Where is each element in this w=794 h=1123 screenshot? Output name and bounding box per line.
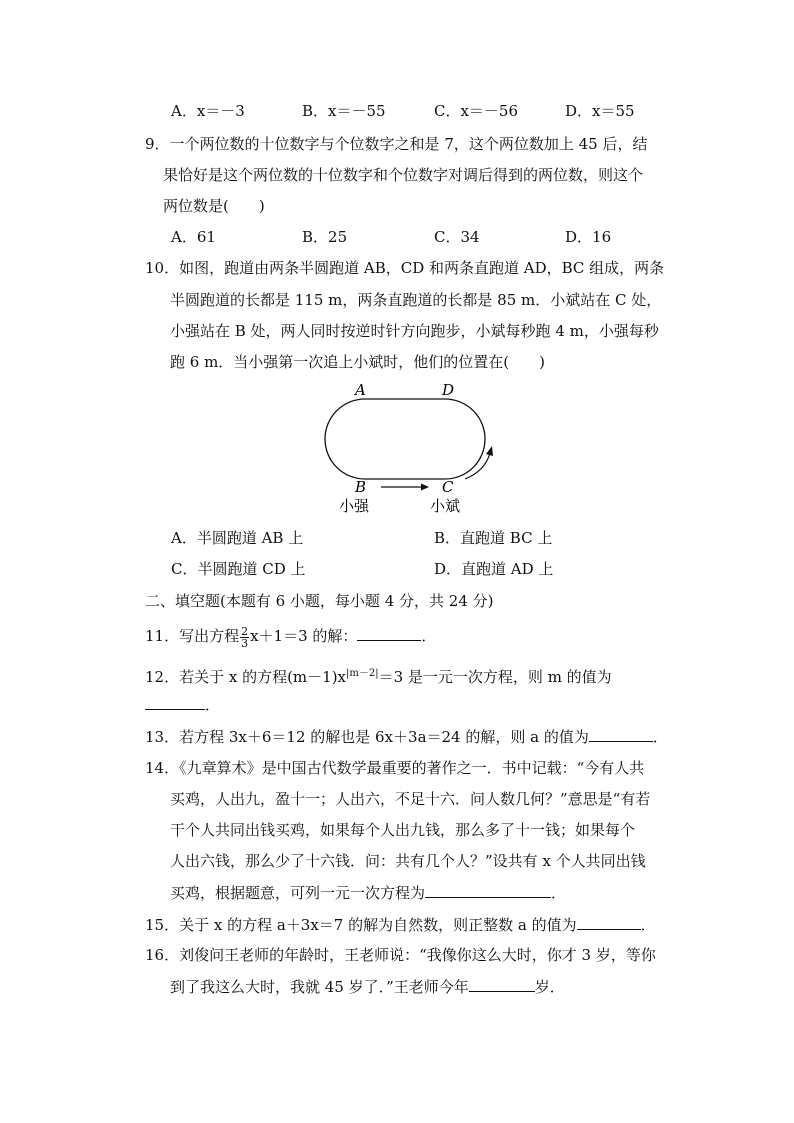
q14-line-2: 买鸡，人出九，盈十一；人出六，不足十六．问人数几何？”意思是“有若 <box>170 790 651 808</box>
section-2-heading: 二、填空题(本题有 6 小题，每小题 4 分，共 24 分) <box>145 592 494 610</box>
q9-line-1: 9．一个两位数的十位数字与个位数字之和是 7，这个两位数加上 45 后，结 <box>145 135 648 153</box>
q15-line <box>145 914 656 935</box>
track-outline <box>325 399 485 479</box>
q10-option-d: D．直跑道 AD 上 <box>434 560 554 578</box>
q13-end: ． <box>652 728 668 746</box>
q11-end: ． <box>421 627 437 645</box>
xiaoqiang-label: 小强 <box>339 497 370 515</box>
q14-line-4: 人出六钱，那么少了十六钱．问：共有几个人？”设共有 x 个人共同出钱 <box>170 852 646 870</box>
track-diagram <box>315 375 515 520</box>
q9-option-c: C．34 <box>434 228 480 246</box>
q11-answer-blank[interactable] <box>357 625 421 641</box>
q11-post: x＋1＝3 的解： <box>250 627 358 645</box>
q8-option-d: D．x＝55 <box>565 102 635 120</box>
q14-end: ． <box>551 884 567 902</box>
xiaobin-label: 小斌 <box>430 497 461 515</box>
q10-option-a: A．半圆跑道 AB 上 <box>171 529 304 547</box>
q10-option-c: C．半圆跑道 CD 上 <box>171 560 306 578</box>
q10-line-1: 10．如图，跑道由两条半圆跑道 AB，CD 和两条直跑道 AD，BC 组成，两条 <box>145 259 665 277</box>
q14-answer-blank[interactable] <box>425 882 551 898</box>
q9-option-a: A．61 <box>171 228 216 246</box>
point-d-label: D <box>442 381 455 399</box>
q8-option-a: A．x＝－3 <box>171 102 245 120</box>
q13-line <box>145 726 668 747</box>
q10-option-b: B．直跑道 BC 上 <box>434 529 553 547</box>
q13-text: 13．若方程 3x＋6＝12 的解也是 6x＋3a＝24 的解，则 a 的值为 <box>145 728 589 746</box>
ccw-arrow-curve <box>465 453 490 479</box>
q10-line-4: 跑 6 m．当小强第一次追上小斌时，他们的位置在( ) <box>170 353 546 371</box>
q12-line-1 <box>145 664 612 687</box>
q10-line-3: 小强站在 B 处，两人同时按逆时针方向跑步，小斌每秒跑 4 m，小强每秒 <box>170 322 659 340</box>
q12-post: ＝3 是一元一次方程，则 m 的值为 <box>378 668 612 686</box>
point-c-label: C <box>442 478 454 496</box>
q13-answer-blank[interactable] <box>589 726 653 742</box>
q16-end: 岁． <box>534 978 565 996</box>
direction-arrow-head <box>421 484 429 491</box>
q11-fraction-numerator: 2 <box>241 624 249 638</box>
q8-option-c: C．x＝－56 <box>434 102 519 120</box>
q16-line-2 <box>170 976 565 997</box>
q16-line-2-text: 到了我这么大时，我就 45 岁了．”王老师今年 <box>170 978 469 996</box>
q12-end: ． <box>205 696 221 714</box>
q11-fraction <box>240 626 249 649</box>
q8-option-b: B．x＝－55 <box>302 102 386 120</box>
q14-line-3: 干个人共同出钱买鸡，如果每个人出九钱，那么多了十一钱；如果每个 <box>170 821 636 839</box>
q9-line-2: 果恰好是这个两位数的十位数字和个位数字对调后得到的两位数，则这个 <box>163 166 644 184</box>
q12-exponent: |m－2| <box>346 668 379 679</box>
q14-line-1: 14．《九章算术》是中国古代数学最重要的著作之一．书中记载：“今有人共 <box>145 759 645 777</box>
q9-option-d: D．16 <box>565 228 612 246</box>
ccw-arrow-head <box>486 446 493 456</box>
q9-line-3: 两位数是( ) <box>163 197 265 215</box>
q10-line-2: 半圆跑道的长都是 115 m，两条直跑道的长都是 85 m．小斌站在 C 处， <box>170 291 662 309</box>
q12-pre: 12．若关于 x 的方程(m－1)x <box>145 668 347 686</box>
q12-answer-blank[interactable] <box>145 694 205 710</box>
q11-line <box>145 625 436 649</box>
q14-line-5 <box>170 882 566 903</box>
q15-end: ． <box>640 916 656 934</box>
q16-answer-blank[interactable] <box>469 976 535 992</box>
point-b-label: B <box>355 478 367 496</box>
q12-line-2 <box>145 694 220 715</box>
q15-text: 15．关于 x 的方程 a＋3x＝7 的解为自然数，则正整数 a 的值为 <box>145 916 577 934</box>
point-a-label: A <box>355 381 366 399</box>
q15-answer-blank[interactable] <box>577 914 641 930</box>
q9-option-b: B．25 <box>302 228 348 246</box>
q16-line-1: 16．刘俊问王老师的年龄时，王老师说：“我像你这么大时，你才 3 岁，等你 <box>145 946 656 964</box>
q11-fraction-denominator: 3 <box>241 636 249 650</box>
q11-pre: 11．写出方程 <box>145 627 240 645</box>
q14-line-5-text: 买鸡，根据题意，可列一元一次方程为 <box>170 884 426 902</box>
